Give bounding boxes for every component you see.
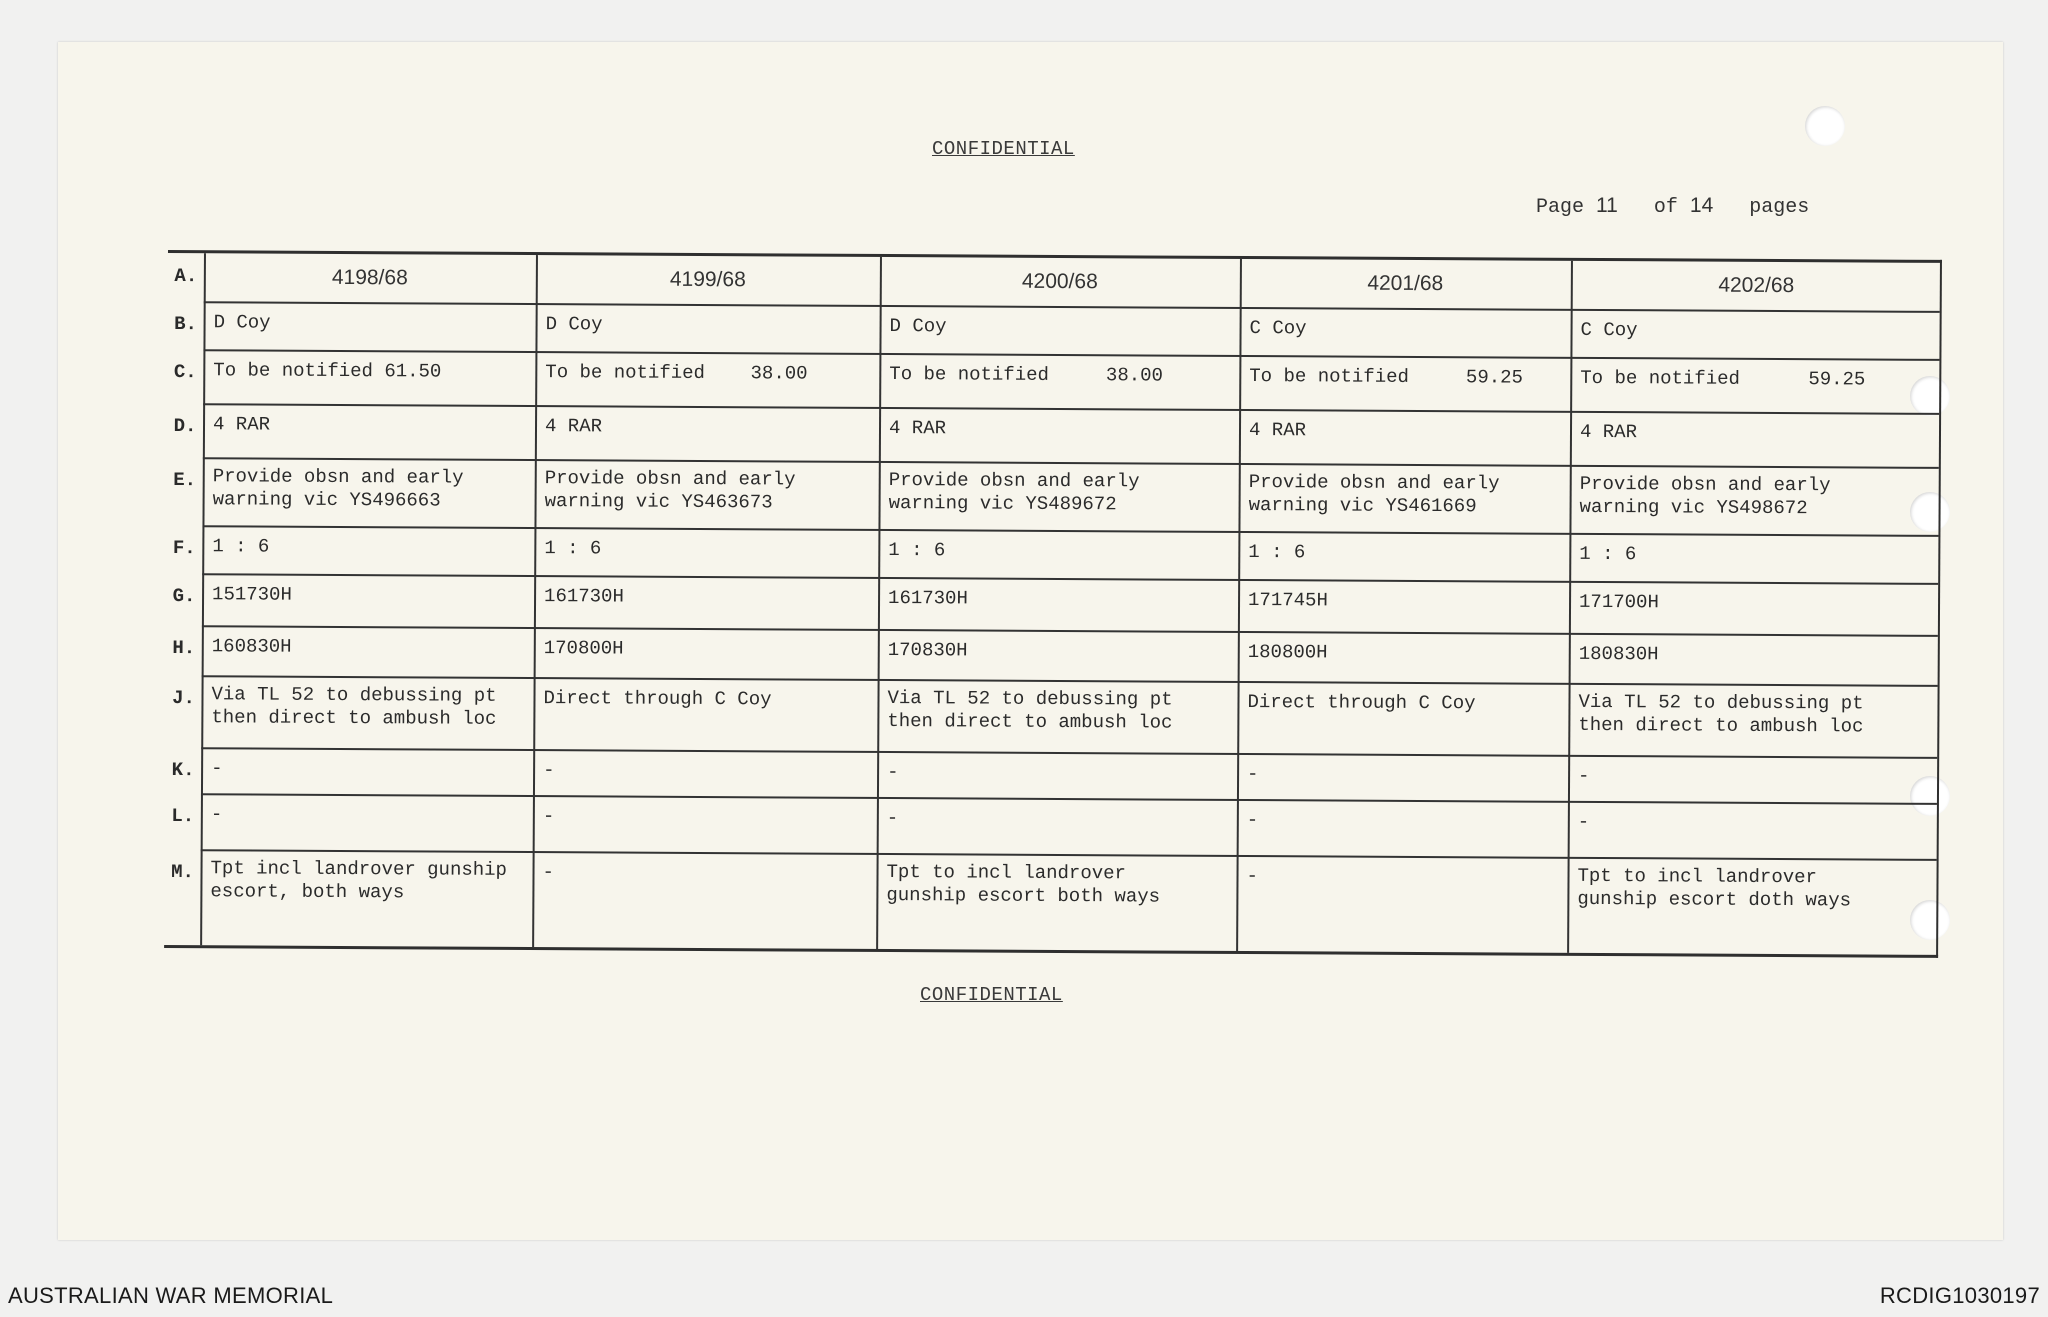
table-cell: Provide obsn and early warning vic YS461669 <box>1248 471 1500 518</box>
table-cell: - <box>1578 764 1590 787</box>
table-row-rule <box>202 525 1938 537</box>
table-cell: - <box>543 759 555 782</box>
table-cell: C Coy <box>1249 317 1307 340</box>
table-cell: - <box>542 861 554 884</box>
table-column-rule <box>1567 261 1573 953</box>
row-label: L. <box>171 805 195 828</box>
table-cell: D Coy <box>213 311 271 334</box>
table-cell: C Coy <box>1580 318 1638 342</box>
table-cell: To be notified 59.25 <box>1249 365 1524 389</box>
table-cell: 4 RAR <box>212 413 271 436</box>
table-cell: Provide obsn and early warning vic YS498672 <box>1579 472 1831 520</box>
table-cell: Direct through C Coy <box>1247 691 1476 715</box>
table-cell: 161730H <box>888 587 968 610</box>
table-cell: Tpt to incl landrover gunship escort doth ways <box>1577 864 1852 912</box>
row-label: K. <box>171 759 195 782</box>
table-cell: 180830H <box>1578 642 1659 666</box>
row-label: G. <box>172 585 196 608</box>
table-row-rule <box>203 403 1939 415</box>
table-cell: To be notified 38.00 <box>889 363 1164 387</box>
row-label: C. <box>173 361 197 384</box>
table-column-rule <box>532 255 538 947</box>
column-header: 4198/68 <box>331 265 408 290</box>
table-cell: 180800H <box>1247 641 1328 664</box>
table-cell: Provide obsn and early warning vic YS496663 <box>212 465 464 512</box>
table-cell: 4 RAR <box>1579 420 1638 444</box>
table-cell: Direct through C Coy <box>543 687 772 711</box>
page-number: 11 <box>1596 194 1618 217</box>
row-label: A. <box>174 265 198 288</box>
table-cell: D Coy <box>889 315 947 338</box>
table-cell: Tpt incl landrover gunship escort, both ways <box>210 857 508 904</box>
confidential-header: CONFIDENTIAL <box>932 138 1075 160</box>
table-cell: - <box>1246 865 1258 888</box>
pages-label: pages <box>1749 196 1810 219</box>
page-label: Page <box>1536 196 1585 219</box>
archive-institution: AUSTRALIAN WAR MEMORIAL <box>8 1283 334 1308</box>
table-cell: Via TL 52 to debussing pt then direct to ambush loc <box>1578 690 1864 738</box>
table-cell: - <box>211 757 223 780</box>
table-cell: 170830H <box>887 639 968 662</box>
column-header: 4199/68 <box>669 267 746 292</box>
row-label: J. <box>172 687 195 710</box>
table-row-rule <box>203 349 1939 361</box>
table-cell: 4 RAR <box>1248 419 1307 442</box>
table-cell: 4 RAR <box>888 417 947 440</box>
table-row-rule <box>201 747 1937 759</box>
column-header: 4200/68 <box>1021 269 1098 294</box>
row-label: B. <box>174 313 198 336</box>
row-label: F. <box>172 537 196 560</box>
table-cell: 171745H <box>1248 589 1328 612</box>
table-cell: Via TL 52 to debussing pt then direct to ambush loc <box>211 683 497 730</box>
table-cell: 4 RAR <box>544 415 603 438</box>
table-cell: - <box>1246 809 1259 832</box>
page-total: 14 <box>1689 194 1714 217</box>
table-cell: 170800H <box>543 637 624 660</box>
table-cell: - <box>887 761 899 784</box>
table-cell: - <box>1577 810 1590 833</box>
table-column-rule <box>876 257 882 949</box>
page-indicator <box>1536 194 1809 219</box>
table-cell: 1 : 6 <box>888 539 946 562</box>
table-cell: Provide obsn and early warning vic YS463673 <box>544 467 796 514</box>
table-cell: To be notified 61.50 <box>213 359 442 383</box>
table-cell: Tpt to incl landrover gunship escort both ways <box>886 861 1161 908</box>
row-label: M. <box>171 861 194 884</box>
column-header: 4202/68 <box>1718 273 1795 298</box>
table-cell: To be notified 59.25 <box>1580 366 1866 391</box>
of-label: of <box>1653 196 1678 219</box>
table-row-rule <box>202 573 1938 585</box>
table-cell: - <box>542 805 555 828</box>
table-row-rule <box>204 301 1940 313</box>
row-label: E. <box>173 469 197 492</box>
archive-image-ref: RCDIG1030197 <box>1879 1283 2040 1308</box>
table-cell: D Coy <box>545 313 603 336</box>
confidential-footer: CONFIDENTIAL <box>920 984 1063 1006</box>
table-cell: - <box>886 807 899 830</box>
column-header: 4201/68 <box>1367 271 1444 296</box>
patrol-table <box>164 250 1942 958</box>
table-cell: 1 : 6 <box>544 537 602 560</box>
table-cell: 1 : 6 <box>212 535 270 558</box>
punch-hole <box>1805 106 1845 146</box>
table-cell: 1 : 6 <box>1248 541 1306 564</box>
table-cell: Via TL 52 to debussing pt then direct to ambush loc <box>887 687 1173 734</box>
table-row-rule <box>202 625 1938 637</box>
table-row-rule <box>201 793 1937 805</box>
table-cell: - <box>1247 763 1259 786</box>
table-cell: To be notified 38.00 <box>545 361 808 385</box>
table-cell: 151730H <box>212 583 292 606</box>
table-cell: 161730H <box>544 585 624 608</box>
row-label: H. <box>172 637 196 660</box>
table-cell: 1 : 6 <box>1579 542 1637 566</box>
table-cell: 171700H <box>1578 590 1659 614</box>
table-cell: - <box>210 803 223 826</box>
table-cell: 160830H <box>211 635 292 658</box>
table-cell: Provide obsn and early warning vic YS489672 <box>888 469 1140 516</box>
table-column-rule <box>1236 259 1242 951</box>
row-label: D. <box>173 415 197 438</box>
